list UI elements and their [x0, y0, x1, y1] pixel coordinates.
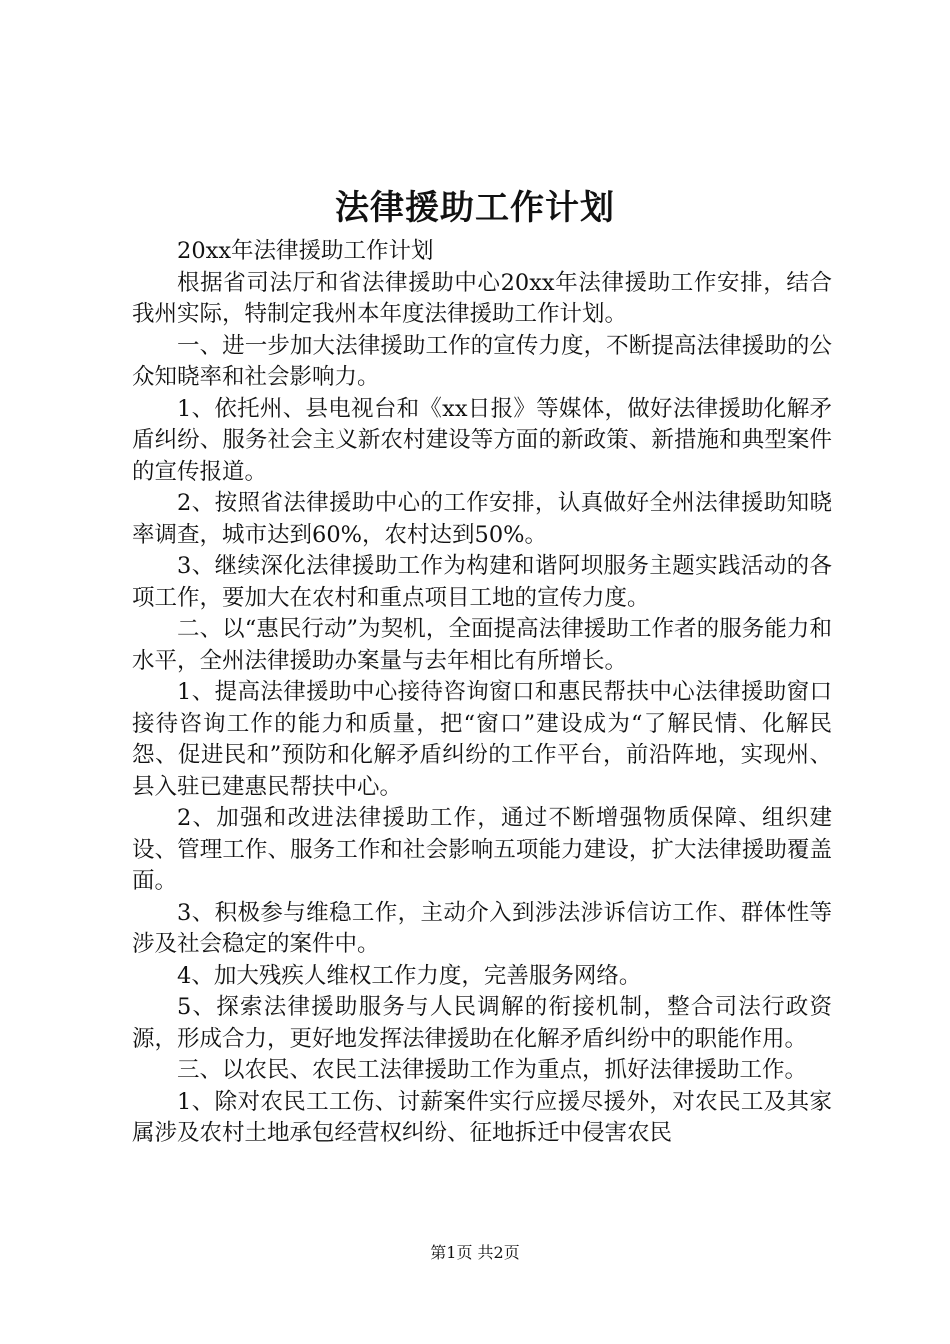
paragraph: 三、以农民、农民工法律援助工作为重点，抓好法律援助工作。 [177, 1057, 808, 1083]
paragraph: 5、探索法律援助服务与人民调解的衔接机制，整合司法行政资源，形成合力，更好地发挥法律援助在化解矛盾纠纷中的职能作用。 [132, 994, 832, 1052]
paragraph: 根据省司法厅和省法律援助中心20xx年法律援助工作安排，结合我州实际，特制定我州本年度法律援助工作计划。 [132, 269, 832, 327]
paragraph: 3、继续深化法律援助工作为构建和谐阿坝服务主题实践活动的各项工作，要加大在农村和重点项目工地的宣传力度。 [132, 553, 832, 611]
document-body [132, 236, 832, 1150]
page-number-footer: 第1页 共2页 [430, 1243, 520, 1262]
paragraph: 4、加大残疾人维权工作力度，完善服务网络。 [177, 962, 642, 989]
paragraph: 2、加强和改进法律援助工作，通过不断增强物质保障、组织建设、管理工作、服务工作和社会影响五项能力建设，扩大法律援助覆盖面。 [132, 805, 832, 894]
paragraph: 1、提高法律援助中心接待咨询窗口和惠民帮扶中心法律援助窗口接待咨询工作的能力和质量，把“窗口”建设成为“了解民情、化解民怨、促进民和”预防和化解矛盾纠纷的工作平台，前沿阵地，实现州、县入驻已建惠民帮扶中心。 [132, 679, 832, 800]
paragraph: 1、除对农民工工伤、讨薪案件实行应援尽援外，对农民工及其家属涉及农村土地承包经营权纠纷、征地拆迁中侵害农民 [132, 1088, 832, 1146]
paragraph: 20xx年法律援助工作计划 [177, 238, 434, 264]
paragraph: 2、按照省法律援助中心的工作安排，认真做好全州法律援助知晓率调查，城市达到60%，农村达到50%。 [132, 490, 832, 548]
paragraph: 1、依托州、县电视台和《xx日报》等媒体，做好法律援助化解矛盾纠纷、服务社会主义新农村建设等方面的新政策、新措施和典型案件的宣传报道。 [132, 395, 832, 485]
paragraph: 一、进一步加大法律援助工作的宣传力度，不断提高法律援助的公众知晓率和社会影响力。 [132, 332, 832, 390]
paragraph: 二、以“惠民行动”为契机，全面提高法律援助工作者的服务能力和水平，全州法律援助办案量与去年相比有所增长。 [132, 616, 832, 674]
paragraph: 3、积极参与维稳工作，主动介入到涉法涉诉信访工作、群体性等涉及社会稳定的案件中。 [132, 899, 832, 957]
document-title: 法律援助工作计划 [335, 188, 615, 228]
